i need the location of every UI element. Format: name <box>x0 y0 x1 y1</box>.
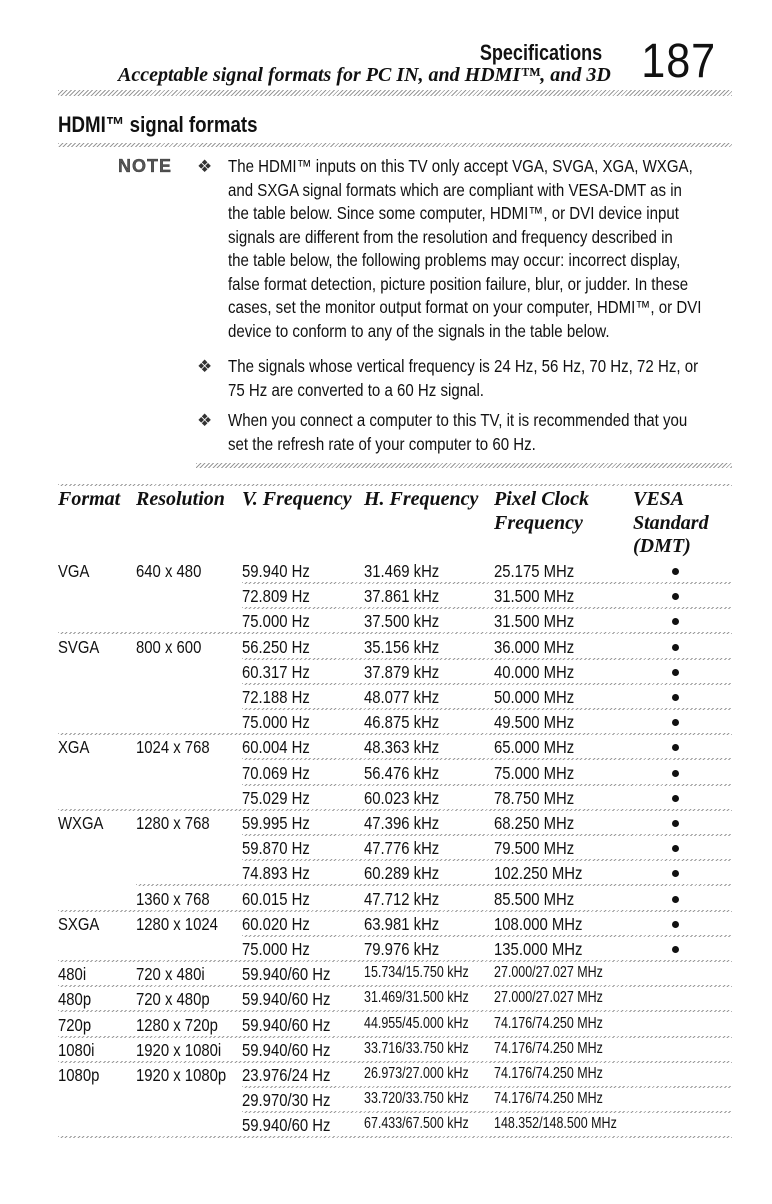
vesa-bullet-icon <box>672 770 679 777</box>
table-row <box>58 861 732 886</box>
note-line: device to conform to any of the signals in the table below. <box>228 320 610 341</box>
col-resolution: Resolution <box>136 488 225 510</box>
note-item-2 <box>228 355 699 402</box>
table-row <box>58 685 732 710</box>
cell-resolution: 1024 x 768 <box>136 737 210 758</box>
note-item-3 <box>228 409 688 456</box>
cell-vfreq: 59.940/60 Hz <box>242 1115 331 1136</box>
table-row <box>58 836 732 861</box>
table-row <box>58 987 732 1012</box>
cell-hfreq: 15.734/15.750 kHz <box>364 964 469 982</box>
cell-hfreq: 35.156 kHz <box>364 636 440 657</box>
header-rule <box>58 90 732 96</box>
table-row <box>58 635 732 660</box>
cell-format: 720p <box>58 1014 92 1035</box>
cell-resolution: 1920 x 1080i <box>136 1039 222 1060</box>
cell-format: SVGA <box>58 636 100 657</box>
note-label: NOTE <box>118 156 173 176</box>
cell-hfreq: 60.023 kHz <box>364 787 440 808</box>
cell-pixel-clock: 74.176/74.250 MHz <box>494 1090 603 1108</box>
vesa-bullet-icon <box>672 669 679 676</box>
table-row <box>58 735 732 760</box>
table-row <box>58 559 732 584</box>
cell-pixel-clock: 74.176/74.250 MHz <box>494 1065 603 1082</box>
vesa-bullet-icon <box>672 719 679 726</box>
table-row <box>58 584 732 609</box>
diamond-bullet-icon: ❖ <box>197 357 213 376</box>
cell-resolution: 1280 x 720p <box>136 1014 218 1035</box>
cell-vfreq: 75.029 Hz <box>242 787 310 808</box>
note-item-1 <box>228 155 702 343</box>
vesa-bullet-icon <box>672 870 679 877</box>
diamond-bullet-icon: ❖ <box>197 411 213 430</box>
cell-vfreq: 75.000 Hz <box>242 939 310 959</box>
cell-resolution: 1360 x 768 <box>136 888 210 909</box>
vesa-bullet-icon <box>672 946 679 953</box>
vesa-bullet-icon <box>672 744 679 751</box>
cell-format: WXGA <box>58 813 104 833</box>
cell-pixel-clock: 27.000/27.027 MHz <box>494 989 603 1007</box>
cell-pixel-clock: 75.000 MHz <box>494 762 575 783</box>
table-row <box>58 660 732 685</box>
cell-hfreq: 33.716/33.750 kHz <box>364 1039 469 1057</box>
cell-hfreq: 67.433/67.500 kHz <box>364 1115 469 1133</box>
cell-vfreq: 70.069 Hz <box>242 762 310 783</box>
cell-hfreq: 37.861 kHz <box>364 586 440 607</box>
note-rule <box>196 463 732 468</box>
col-format: Format <box>58 488 121 510</box>
cell-hfreq: 31.469/31.500 kHz <box>364 989 469 1007</box>
cell-hfreq: 60.289 kHz <box>364 863 440 884</box>
col-vesa: VESA <box>633 488 685 510</box>
cell-pixel-clock: 74.176/74.250 MHz <box>494 1039 603 1057</box>
note-line: cases, set the monitor output format on your computer, HDMI™, or DVI <box>228 297 702 317</box>
cell-hfreq: 47.712 kHz <box>364 888 440 909</box>
cell-pixel-clock: 25.175 MHz <box>494 561 575 581</box>
cell-pixel-clock: 79.500 MHz <box>494 838 575 859</box>
col-vesa-2: Standard <box>633 512 709 534</box>
cell-vfreq: 74.893 Hz <box>242 863 310 884</box>
cell-pixel-clock: 27.000/27.027 MHz <box>494 964 603 982</box>
note-line: The signals whose vertical frequency is 24 Hz, 56 Hz, 70 Hz, 72 Hz, or <box>228 356 699 376</box>
cell-hfreq: 63.981 kHz <box>364 913 440 934</box>
cell-resolution: 1920 x 1080p <box>136 1065 227 1085</box>
cell-vfreq: 59.940/60 Hz <box>242 1014 331 1035</box>
cell-vfreq: 60.015 Hz <box>242 888 310 909</box>
cell-format: 480i <box>58 964 87 985</box>
cell-vfreq: 60.004 Hz <box>242 737 310 758</box>
page-header <box>0 0 772 100</box>
cell-hfreq: 37.879 kHz <box>364 661 440 682</box>
col-pixel-clock: Pixel Clock <box>494 488 589 510</box>
table-header <box>0 484 772 558</box>
cell-resolution: 640 x 480 <box>136 561 202 581</box>
cell-vfreq: 60.317 Hz <box>242 661 310 682</box>
cell-format: 1080i <box>58 1039 95 1060</box>
table-row <box>58 962 732 987</box>
cell-hfreq: 33.720/33.750 kHz <box>364 1090 469 1108</box>
cell-pixel-clock: 68.250 MHz <box>494 813 575 833</box>
cell-pixel-clock: 36.000 MHz <box>494 636 575 657</box>
note-line: set the refresh rate of your computer to 60 Hz. <box>228 433 536 454</box>
cell-pixel-clock: 50.000 MHz <box>494 687 575 707</box>
cell-format: SXGA <box>58 913 100 934</box>
vesa-bullet-icon <box>672 921 679 928</box>
cell-hfreq: 37.500 kHz <box>364 611 440 632</box>
page-number: 187 <box>641 35 716 88</box>
col-vfreq: V. Frequency <box>242 488 352 510</box>
header-section-name: Specifications <box>479 40 602 65</box>
cell-vfreq: 59.940/60 Hz <box>242 989 331 1010</box>
cell-hfreq: 46.875 kHz <box>364 712 440 733</box>
row-rule <box>58 1136 732 1138</box>
cell-hfreq: 47.776 kHz <box>364 838 440 859</box>
table-row <box>58 1063 732 1088</box>
cell-pixel-clock: 31.500 MHz <box>494 586 575 607</box>
section-rule <box>58 143 732 147</box>
cell-pixel-clock: 65.000 MHz <box>494 737 575 758</box>
table-row <box>58 912 732 937</box>
cell-vfreq: 56.250 Hz <box>242 636 310 657</box>
vesa-bullet-icon <box>672 593 679 600</box>
vesa-bullet-icon <box>672 618 679 625</box>
note-line: signals are different from the resolution and frequency described in <box>228 226 673 247</box>
cell-hfreq: 48.077 kHz <box>364 687 440 707</box>
cell-hfreq: 44.955/45.000 kHz <box>364 1014 469 1032</box>
cell-vfreq: 72.809 Hz <box>242 586 310 607</box>
cell-resolution: 1280 x 768 <box>136 813 210 833</box>
cell-format: 1080p <box>58 1065 100 1085</box>
table-row <box>58 710 732 735</box>
note-line: 75 Hz are converted to a 60 Hz signal. <box>228 379 484 400</box>
vesa-bullet-icon <box>672 568 679 575</box>
cell-vfreq: 60.020 Hz <box>242 913 310 934</box>
note-line: false format detection, picture position failure, blur, or judder. In these <box>228 273 689 294</box>
vesa-bullet-icon <box>672 694 679 701</box>
cell-vfreq: 75.000 Hz <box>242 712 310 733</box>
cell-hfreq: 79.976 kHz <box>364 939 440 959</box>
note-line: and SXGA signal formats which are compliant with VESA-DMT as in <box>228 179 682 200</box>
vesa-bullet-icon <box>672 896 679 903</box>
cell-pixel-clock: 49.500 MHz <box>494 712 575 733</box>
cell-vfreq: 59.995 Hz <box>242 813 310 833</box>
vesa-bullet-icon <box>672 820 679 827</box>
table-row <box>58 937 732 962</box>
cell-format: 480p <box>58 989 92 1010</box>
vesa-bullet-icon <box>672 795 679 802</box>
cell-vfreq: 75.000 Hz <box>242 611 310 632</box>
table-top-rule <box>58 484 732 486</box>
cell-pixel-clock: 102.250 MHz <box>494 863 583 884</box>
cell-vfreq: 59.870 Hz <box>242 838 310 859</box>
table-row <box>58 1088 732 1113</box>
col-vesa-3: (DMT) <box>633 535 691 557</box>
cell-pixel-clock: 108.000 MHz <box>494 913 583 934</box>
vesa-bullet-icon <box>672 644 679 651</box>
cell-vfreq: 23.976/24 Hz <box>242 1065 331 1085</box>
col-pixel-clock-2: Frequency <box>494 512 583 534</box>
table-row <box>58 786 732 811</box>
cell-hfreq: 26.973/27.000 kHz <box>364 1065 469 1082</box>
cell-format: XGA <box>58 737 90 758</box>
vesa-bullet-icon <box>672 845 679 852</box>
cell-pixel-clock: 31.500 MHz <box>494 611 575 632</box>
table-row <box>58 1013 732 1038</box>
cell-resolution: 720 x 480i <box>136 964 205 985</box>
cell-hfreq: 48.363 kHz <box>364 737 440 758</box>
table-row <box>58 1038 732 1063</box>
table-row <box>58 1113 732 1138</box>
cell-pixel-clock: 85.500 MHz <box>494 888 575 909</box>
table-row <box>58 887 732 912</box>
cell-pixel-clock: 78.750 MHz <box>494 787 575 808</box>
cell-pixel-clock: 74.176/74.250 MHz <box>494 1014 603 1032</box>
cell-vfreq: 72.188 Hz <box>242 687 310 707</box>
cell-resolution: 1280 x 1024 <box>136 913 218 934</box>
table-row <box>58 761 732 786</box>
table-row <box>58 811 732 836</box>
cell-vfreq: 59.940/60 Hz <box>242 964 331 985</box>
note-line: the table below. Since some computer, HDMI™, or DVI device input <box>228 203 679 223</box>
cell-hfreq: 31.469 kHz <box>364 561 440 581</box>
cell-vfreq: 59.940 Hz <box>242 561 310 581</box>
section-title: HDMI™ signal formats <box>58 112 258 137</box>
cell-resolution: 800 x 600 <box>136 636 202 657</box>
cell-format: VGA <box>58 561 90 581</box>
note-line: The HDMI™ inputs on this TV only accept VGA, SVGA, XGA, WXGA, <box>228 156 693 176</box>
header-subtitle: Acceptable signal formats for PC IN, and HDMI™, and 3D <box>118 64 611 86</box>
diamond-bullet-icon: ❖ <box>197 157 213 176</box>
cell-hfreq: 47.396 kHz <box>364 813 440 833</box>
cell-resolution: 720 x 480p <box>136 989 210 1010</box>
note-line: the table below, the following problems may occur: incorrect display, <box>228 250 681 270</box>
cell-vfreq: 59.940/60 Hz <box>242 1039 331 1060</box>
table-row <box>58 609 732 634</box>
col-hfreq: H. Frequency <box>364 488 479 510</box>
cell-pixel-clock: 40.000 MHz <box>494 661 575 682</box>
cell-pixel-clock: 148.352/148.500 MHz <box>494 1115 617 1133</box>
note-line: When you connect a computer to this TV, it is recommended that you <box>228 410 688 430</box>
cell-pixel-clock: 135.000 MHz <box>494 939 583 959</box>
cell-hfreq: 56.476 kHz <box>364 762 440 783</box>
cell-vfreq: 29.970/30 Hz <box>242 1090 331 1111</box>
